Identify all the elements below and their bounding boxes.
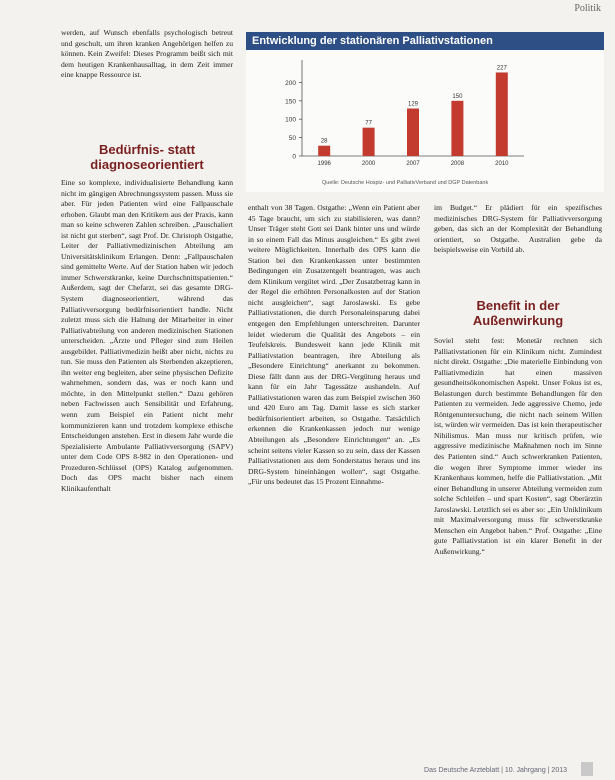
y-tick-label: 100: [285, 116, 296, 124]
bar-value-label: 77: [365, 120, 372, 127]
article-text-middle: [248, 203, 420, 488]
page-footer: Das Deutsche Arzteblatt | 10. Jahrgang | 2013: [424, 767, 567, 774]
section-label: Politik: [574, 3, 601, 14]
bar: [318, 146, 330, 156]
bar-value-label: 28: [320, 138, 328, 145]
page-number-marker: [581, 762, 593, 776]
paragraph: Eine so komplexe, individualisierte Behandlung kann nicht im gängigen Abrechnungssystem passen. Muss sie aber. Für jeden Patienten wird eine Fallpauschale erhoben. Glaubt man den Kritikern aus der Praxis, kann man so keine schweren Zahlen schreiben. „Pauschaliert ist nicht gut sterben“, sagt Prof. Dr. Christoph Ostgathe, Leiter der Palliativmedizinischen Abteilung am Universitätsklinikum Erlangen. Denn: „Fallpauschalen sind gemittelte Werte. Auf der Station haben wir jedoch immer Schwerstkranke, keine Durchschnittspatienten.“ Außerdem, sagt der Chefarzt, sei das gesamte DRG-System diagnoseorientiert, während das Palliativversorgung bedürfnisorientiert handle. Nicht zuletzt muss sich die Haltung der Mitarbeiter in einer Palliativabteilung von anderen medizinischen Stationen unterscheiden. „Ärzte und Pfleger sind zum Heilen ausgebildet. Palliativmedizin heißt aber nicht, nichts zu tun. Sie muss den Patienten als Sterbenden akzeptieren, ihn weiter eng begleiten, aber seine physischen Defizite wahrnehmen, sondern das, was er noch kann und möchte, in den Mittelpunkt stellen.“ Dazu gehören neben Fachwissen auch Sensibilität und Erfahrung, wenn zum Beispiel ein Patient nicht mehr kommunizieren kann und trotzdem komplexe ethische Entscheidungen anstehen. Erst in diesem Jahr wurde die Spezialisierte Ambulante Palliativversorgung (SAPV) unter dem Code OPS 8-982 in den Operationen- und Prozeduren-Schlüssel (OPS) Katalog aufgenommen. Doch das OPS macht bisher nach einem Klinikaufenthalt: [61, 178, 233, 493]
bar: [407, 109, 419, 156]
y-tick-label: 0: [292, 153, 296, 161]
subheading-left: Bedürfnis- statt diagnoseorientiert: [90, 142, 204, 172]
paragraph: Soviel steht fest: Monetär rechnen sich Palliativstationen für ein Klinikum nicht. Zumindest nicht direkt. Ostgathe: „Die materielle Einbindung von Palliativmedizin hat einen massiven gesundheitsökonomischen Aspekt. Unser Fokus ist es, Belastungen durch bestimmte Behandlungen für den Patienten zu vermeiden. Jede aggressive Chemo, jede Röntgenuntersuchung, die nicht nach seinem Willen ist, würden wir vermeiden. Das ist kein therapeutischer Nihilismus. Man muss nur kritisch prüfen, wie aggressive medizinische Maßnahmen noch im Sinne des Patienten sind.“ Auch schwerkranken Patienten, die wegen ihrer Symptome immer wieder ins Krankenhaus kommen, helfe die Palliativstation. „Mit einer Behandlung in unserer Abteilung vermeiden zum solche Schleifen – und spart Kosten“, sagt Oberärztin Jaroslawski. Letztlich sei es aber so: „Ein Uniklinikum mit Maximalversorgung muss für schwerstkranke Menschen ein Angebot haben.“ Prof. Ostgathe: „Eine gute Palliativstation ist ein klarer Benefit in der Außenwirkung.“: [434, 336, 602, 556]
bar-value-label: 129: [407, 101, 419, 108]
y-tick-label: 50: [288, 135, 296, 143]
paragraph: enthalt von 38 Tagen. Ostgathe: „Wenn ein Patient aber 45 Tage braucht, um sich zu stabilisieren, was dann? Unser Träger steht Gott sei Dank hinter uns und würde in so einem Fall das Minus ausgleichen.“ Es gibt zwei weitere Möglichkeiten. Innerhalb des OPS kann die Station bei den Krankenkassen unter bestimmten Bedingungen ein Zusatzentgelt beantragen, was auch dem Klinikum vergütet wird. „Der Zusatzbetrag kann in der Regel die erhöhten Personalkosten auf der Station nicht ausgleichen“, sagt Jaroslawski. Es gebe Palliativstationen, die durch Personaleinsparung dabei entgegen den Empfehlungen unterschreiten. Darunter leidet wiederum die Qualität des Angebots – ein Teufelskreis. Bundesweit kann jede Klinik mit Palliativstation beantragen, ihre Abteilung als „Besondere Einrichtung“ anerkannt zu bekommen. Diese fällt dann aus der DRG-Vergütung heraus und kann für ein Jahr Tagessätze aushandeln. Auf Palliativstationen waren das zum Beispiel zwischen 360 und 420 Euro am Tag. Damit lasse es sich starker bedürfnisorientiert arbeiten, so Ostgathe. Tatsächlich erkennen die Krankenkassen jedoch nur wenige Abteilungen als „Besondere Einrichtungen“ an. „Es scheint seitens vieler Kassen so zu sein, dass der Kassen Palliativstationen aus dem Sonderstatus heraus und ins DRG-System hineinhängen wollen“, sagt Ostgathe. „Für uns bedeutet das 15 Prozent Einnahme-: [248, 203, 420, 487]
subheading-right: Benefit in der Außenwirkung: [472, 298, 564, 328]
paragraph: im Budget.“ Er plädiert für ein spezifisches medizinisches DRG-System für Palliativversorgung geben, das sich an der Komplexität der Behandlung orientiert, so Ostgathe. Australien gebe da beispielsweise ein Vorbild ab.: [434, 203, 602, 255]
x-tick-label: 2008: [450, 161, 465, 167]
chart-box: [246, 32, 604, 192]
bar-value-label: 227: [496, 65, 507, 72]
x-tick-label: 2010: [495, 161, 509, 167]
bar: [451, 101, 463, 156]
article-text-left: [61, 178, 233, 494]
x-tick-label: 2007: [406, 161, 420, 167]
chart-title: Entwicklung der stationären Palliativstationen: [246, 32, 604, 50]
bar: [363, 128, 375, 156]
y-tick-label: 200: [285, 79, 296, 87]
article-text-right: [434, 203, 602, 256]
article-text-right-lower: [434, 336, 602, 557]
bar-value-label: 150: [452, 93, 463, 100]
y-tick-label: 150: [285, 98, 296, 106]
bar-chart: [246, 50, 604, 192]
bar: [496, 72, 508, 156]
article-text-left-top: [61, 28, 233, 81]
x-tick-label: 1996: [317, 161, 331, 167]
paragraph: werden, auf Wunsch ebenfalls psychologisch betreut und geschult, um ihren kranken Angehörigen helfen zu können. Kein Zweifel: Dieses Programm beißt sich mit dem heutigen Krankenhausalltag, in dem Zeit immer eine knappe Ressource ist.: [61, 28, 233, 80]
chart-source: Quelle: Deutsche Hospiz- und PalliativVerband und DGP Datenbank: [322, 180, 489, 186]
x-tick-label: 2000: [361, 161, 376, 167]
